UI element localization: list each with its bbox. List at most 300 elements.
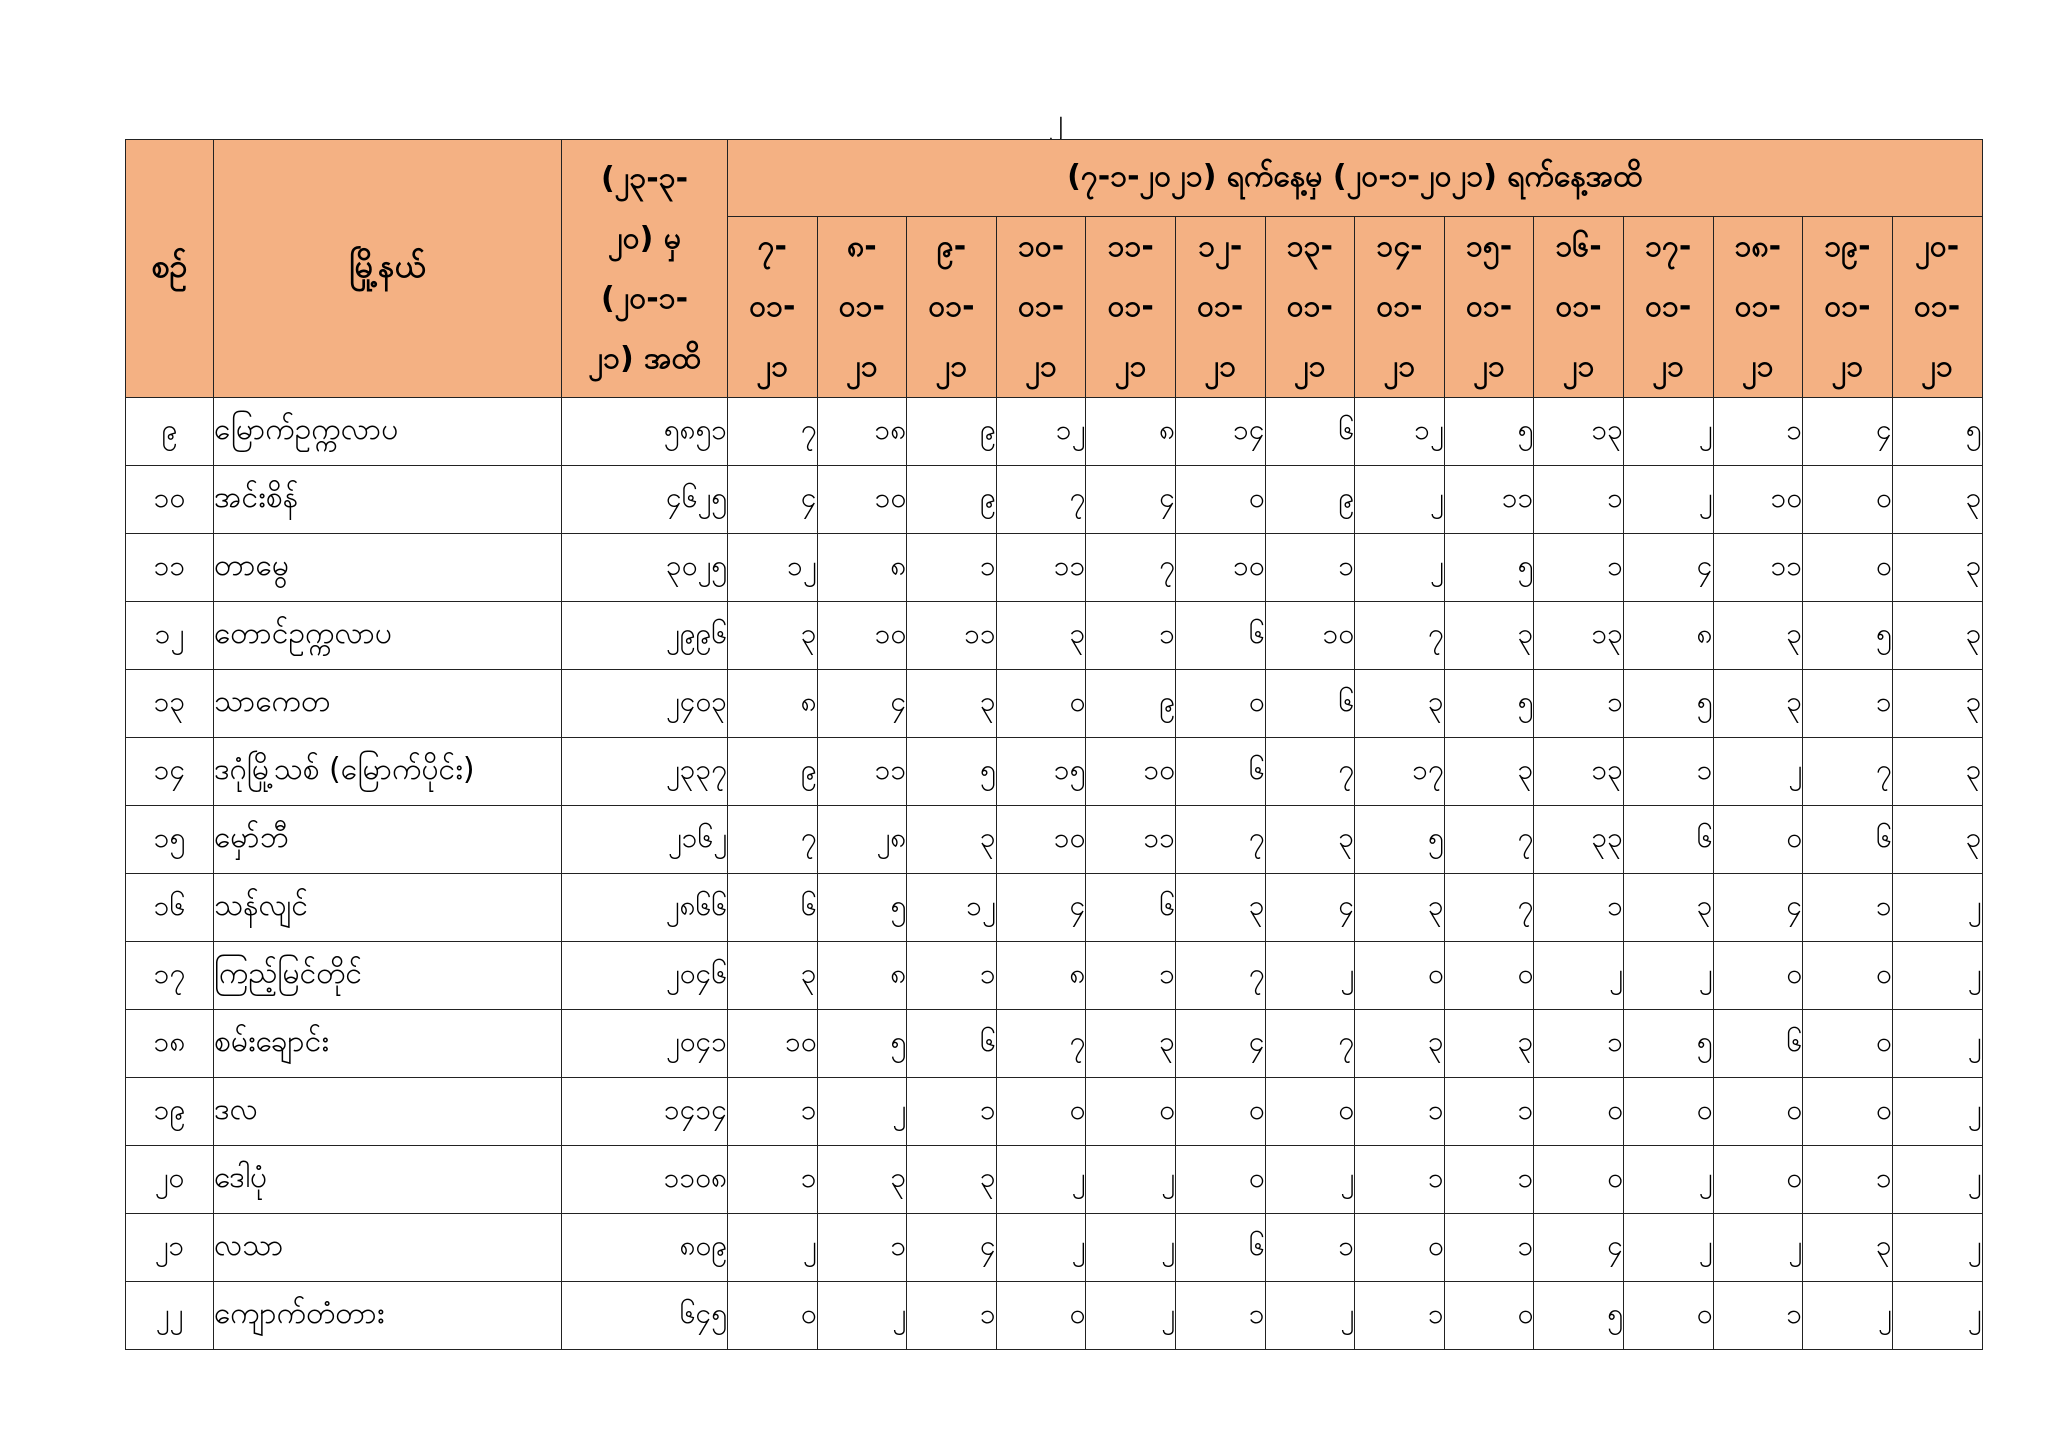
daily-count-cell: ၄ xyxy=(1713,874,1803,942)
table-body xyxy=(126,398,1983,1350)
daily-count-cell: ၀ xyxy=(1713,1078,1803,1146)
daily-count-cell: ၁၇ xyxy=(1355,738,1445,806)
daily-count-cell: ၁၁ xyxy=(996,534,1086,602)
header-date-part: ၀၁- xyxy=(1465,289,1513,324)
daily-count-cell: ၄ xyxy=(1175,1010,1265,1078)
header-date xyxy=(996,217,1086,398)
township-cell: လသာ xyxy=(214,1214,562,1282)
daily-count-cell: ၂ xyxy=(1623,1214,1713,1282)
daily-count-cell: ၇ xyxy=(1086,534,1176,602)
daily-count-cell: ၄ xyxy=(1803,398,1893,466)
daily-count-cell: ၀ xyxy=(1623,1078,1713,1146)
daily-count-cell: ၂ xyxy=(728,1214,818,1282)
daily-count-cell: ၃ xyxy=(1444,1010,1534,1078)
serial-cell: ၂၁ xyxy=(126,1214,214,1282)
daily-count-cell: ၃ xyxy=(996,602,1086,670)
daily-count-cell: ၇ xyxy=(1803,738,1893,806)
daily-count-cell: ၂ xyxy=(1086,1214,1176,1282)
daily-count-cell: ၅ xyxy=(817,874,907,942)
daily-count-cell: ၁၂ xyxy=(907,874,997,942)
daily-count-cell: ၃ xyxy=(1892,534,1982,602)
cumulative-total-cell: ၈၀၉ xyxy=(562,1214,728,1282)
table-row xyxy=(126,1078,1983,1146)
header-date-part: ၀၁- xyxy=(1914,289,1961,324)
header-date-part: ၂၁ xyxy=(1742,349,1774,384)
daily-count-cell: ၀ xyxy=(1534,1078,1624,1146)
daily-count-cell: ၁ xyxy=(907,534,997,602)
daily-count-cell: ၁၅ xyxy=(996,738,1086,806)
daily-count-cell: ၀ xyxy=(1623,1282,1713,1350)
serial-cell: ၁၅ xyxy=(126,806,214,874)
daily-count-cell: ၁ xyxy=(1713,1282,1803,1350)
daily-count-cell: ၅ xyxy=(1803,602,1893,670)
daily-count-cell: ၁ xyxy=(1534,466,1624,534)
header-date xyxy=(1086,217,1176,398)
daily-count-cell: ၂ xyxy=(1623,398,1713,466)
daily-count-cell: ၁ xyxy=(1803,670,1893,738)
daily-count-cell: ၈ xyxy=(817,942,907,1010)
header-total-line: (၂၀-၁- xyxy=(600,280,689,316)
daily-count-cell: ၅ xyxy=(1534,1282,1624,1350)
daily-count-cell: ၃ xyxy=(1892,806,1982,874)
daily-count-cell: ၃ xyxy=(1355,874,1445,942)
header-date-part: ၈- xyxy=(847,229,877,264)
daily-count-cell: ၉ xyxy=(1086,670,1176,738)
daily-count-cell: ၅ xyxy=(1444,670,1534,738)
table-row xyxy=(126,602,1983,670)
daily-count-cell: ၆ xyxy=(1175,1214,1265,1282)
header-date-part: ၁၂- xyxy=(1198,229,1243,264)
daily-count-cell: ၁၀ xyxy=(1175,534,1265,602)
daily-count-cell: ၀ xyxy=(1444,942,1534,1010)
header-date-part: ၂၁ xyxy=(1383,349,1416,384)
daily-count-cell: ၂ xyxy=(1713,1214,1803,1282)
daily-count-cell: ၂ xyxy=(1892,1214,1982,1282)
header-date-part: ၂၁ xyxy=(1562,349,1595,384)
header-date-part: ၂၁ xyxy=(1831,349,1864,384)
daily-count-cell: ၂ xyxy=(1534,942,1624,1010)
header-date-part: ၀၁- xyxy=(838,289,885,324)
daily-count-cell: ၆ xyxy=(907,1010,997,1078)
header-total-line: ၂၀) မှ xyxy=(608,220,681,256)
daily-count-cell: ၁၈ xyxy=(817,398,907,466)
daily-count-cell: ၃ xyxy=(907,806,997,874)
daily-count-cell: ၃ xyxy=(907,1146,997,1214)
header-date-part: ၀၁- xyxy=(928,289,975,324)
header-date xyxy=(1355,217,1445,398)
daily-count-cell: ၄ xyxy=(907,1214,997,1282)
township-cell: ဒေါပုံ xyxy=(214,1146,562,1214)
header-date-part: ၁၅- xyxy=(1465,229,1513,264)
header-date xyxy=(1803,217,1893,398)
daily-count-cell: ၅ xyxy=(1892,398,1982,466)
daily-count-cell: ၈ xyxy=(1086,398,1176,466)
daily-count-cell: ၇ xyxy=(996,466,1086,534)
daily-count-cell: ၉ xyxy=(1265,466,1355,534)
daily-count-cell: ၃ xyxy=(1892,602,1982,670)
daily-count-cell: ၀ xyxy=(1086,1078,1176,1146)
header-date-part: ၂၁ xyxy=(1114,349,1147,384)
daily-count-cell: ၀ xyxy=(728,1282,818,1350)
daily-count-cell: ၁ xyxy=(1444,1146,1534,1214)
daily-count-cell: ၂ xyxy=(1892,942,1982,1010)
header-date-part: ၀၁- xyxy=(1555,289,1602,324)
serial-cell: ၂၀ xyxy=(126,1146,214,1214)
header-date-part: ၂၁ xyxy=(1473,349,1505,384)
daily-count-cell: ၀ xyxy=(1803,534,1893,602)
daily-count-cell: ၁၀ xyxy=(817,466,907,534)
daily-count-cell: ၂ xyxy=(1623,466,1713,534)
daily-count-cell: ၂ xyxy=(1803,1282,1893,1350)
daily-count-cell: ၈ xyxy=(728,670,818,738)
daily-count-cell: ၁ xyxy=(1803,1146,1893,1214)
header-date-part: ၀၁- xyxy=(1107,289,1154,324)
header-date xyxy=(1623,217,1713,398)
daily-count-cell: ၂ xyxy=(1892,1078,1982,1146)
daily-count-cell: ၁ xyxy=(1355,1146,1445,1214)
table-row xyxy=(126,738,1983,806)
cumulative-total-cell: ၂၁၆၂ xyxy=(562,806,728,874)
daily-count-cell: ၁၀ xyxy=(817,602,907,670)
daily-count-cell: ၅ xyxy=(1623,670,1713,738)
daily-count-cell: ၃ xyxy=(1892,670,1982,738)
cumulative-total-cell: ၄၆၂၅ xyxy=(562,466,728,534)
header-date-part: ၂၁ xyxy=(1204,349,1237,384)
daily-count-cell: ၀ xyxy=(1444,1282,1534,1350)
serial-cell: ၉ xyxy=(126,398,214,466)
serial-cell: ၁၇ xyxy=(126,942,214,1010)
cumulative-total-cell: ၁၁၀၈ xyxy=(562,1146,728,1214)
daily-count-cell: ၃ xyxy=(1444,602,1534,670)
header-date-part: ၁၉- xyxy=(1824,229,1871,264)
header-date-part: ၀၁- xyxy=(1734,289,1781,324)
daily-count-cell: ၆ xyxy=(1265,398,1355,466)
cumulative-total-cell: ၂၉၉၆ xyxy=(562,602,728,670)
daily-count-cell: ၁ xyxy=(1265,534,1355,602)
daily-count-cell: ၂ xyxy=(1086,1146,1176,1214)
daily-count-cell: ၀ xyxy=(1803,942,1893,1010)
page-number: ၂ xyxy=(1048,103,1064,138)
header-date-part: ၀၁- xyxy=(1376,289,1423,324)
serial-cell: ၁၀ xyxy=(126,466,214,534)
daily-count-cell: ၂ xyxy=(817,1078,907,1146)
daily-count-cell: ၄ xyxy=(1086,466,1176,534)
daily-count-cell: ၂ xyxy=(1086,1282,1176,1350)
daily-count-cell: ၃ xyxy=(1444,738,1534,806)
daily-count-cell: ၇ xyxy=(728,398,818,466)
header-date xyxy=(1444,217,1534,398)
daily-count-cell: ၀ xyxy=(1355,1214,1445,1282)
header-date xyxy=(728,217,818,398)
daily-count-cell: ၅ xyxy=(817,1010,907,1078)
daily-count-cell: ၃ xyxy=(817,1146,907,1214)
header-date-part: ၀၁- xyxy=(749,289,796,324)
daily-count-cell: ၁ xyxy=(1444,1214,1534,1282)
daily-count-cell: ၁ xyxy=(1355,1282,1445,1350)
daily-count-cell: ၀ xyxy=(1803,1010,1893,1078)
daily-count-cell: ၀ xyxy=(1713,806,1803,874)
township-cell: ကျောက်တံတား xyxy=(214,1282,562,1350)
daily-count-cell: ၀ xyxy=(1803,1078,1893,1146)
daily-count-cell: ၇ xyxy=(728,806,818,874)
daily-count-cell: ၁ xyxy=(1086,602,1176,670)
header-date-part: ၁၇- xyxy=(1645,229,1692,264)
daily-count-cell: ၁၃ xyxy=(1534,738,1624,806)
daily-count-cell: ၆ xyxy=(1086,874,1176,942)
table-row xyxy=(126,874,1983,942)
cumulative-total-cell: ၅၈၅၁ xyxy=(562,398,728,466)
township-cases-table xyxy=(125,139,1983,1350)
daily-count-cell: ၂ xyxy=(817,1282,907,1350)
daily-count-cell: ၇ xyxy=(1175,806,1265,874)
daily-count-cell: ၂ xyxy=(1892,1010,1982,1078)
daily-count-cell: ၄ xyxy=(728,466,818,534)
header-date-part: ၉- xyxy=(936,229,967,264)
daily-count-cell: ၄ xyxy=(817,670,907,738)
daily-count-cell: ၃ xyxy=(1265,806,1355,874)
daily-count-cell: ၁၂ xyxy=(1355,398,1445,466)
daily-count-cell: ၀ xyxy=(1713,942,1803,1010)
header-serial: စဉ် xyxy=(126,140,214,398)
header-date-part: ၂၁ xyxy=(935,349,968,384)
daily-count-cell: ၂ xyxy=(1623,942,1713,1010)
serial-cell: ၁၆ xyxy=(126,874,214,942)
daily-count-cell: ၂ xyxy=(1265,942,1355,1010)
daily-count-cell: ၈ xyxy=(1623,602,1713,670)
daily-count-cell: ၃ xyxy=(728,602,818,670)
daily-count-cell: ၂ xyxy=(1355,534,1445,602)
daily-count-cell: ၅ xyxy=(1355,806,1445,874)
daily-count-cell: ၆ xyxy=(1713,1010,1803,1078)
daily-count-cell: ၃ xyxy=(1803,1214,1893,1282)
daily-count-cell: ၆ xyxy=(1803,806,1893,874)
header-date-part: ၂၁ xyxy=(1294,349,1326,384)
daily-count-cell: ၀ xyxy=(996,1078,1086,1146)
header-date-part: ၂၁ xyxy=(1921,349,1953,384)
table-row xyxy=(126,670,1983,738)
daily-count-cell: ၂ xyxy=(996,1214,1086,1282)
daily-count-cell: ၂ xyxy=(1265,1282,1355,1350)
daily-count-cell: ၄ xyxy=(1623,534,1713,602)
daily-count-cell: ၁၀ xyxy=(1265,602,1355,670)
daily-count-cell: ၇ xyxy=(1444,806,1534,874)
header-date-part: ၀၁- xyxy=(1017,289,1065,324)
daily-count-cell: ၄ xyxy=(1265,874,1355,942)
header-date-part: ၁၃- xyxy=(1286,229,1333,264)
daily-count-cell: ၇ xyxy=(1265,1010,1355,1078)
cumulative-total-cell: ၃၀၂၅ xyxy=(562,534,728,602)
daily-count-cell: ၁၁ xyxy=(817,738,907,806)
cumulative-total-cell: ၂၀၄၆ xyxy=(562,942,728,1010)
daily-count-cell: ၁၂ xyxy=(996,398,1086,466)
header-date-part: ၂၁ xyxy=(1025,349,1057,384)
daily-count-cell: ၇ xyxy=(1355,602,1445,670)
header-cumulative-total xyxy=(562,140,728,398)
header-date-part: ၂၁ xyxy=(846,349,878,384)
daily-count-cell: ၂ xyxy=(1623,1146,1713,1214)
daily-count-cell: ၁ xyxy=(1534,1010,1624,1078)
daily-count-cell: ၃ xyxy=(1623,874,1713,942)
township-cell: သန်လျင် xyxy=(214,874,562,942)
header-date-part: ၂၁ xyxy=(1652,349,1685,384)
daily-count-cell: ၁၃ xyxy=(1534,602,1624,670)
header-date xyxy=(1265,217,1355,398)
daily-count-cell: ၁၁ xyxy=(1444,466,1534,534)
table-row xyxy=(126,466,1983,534)
daily-count-cell: ၅ xyxy=(1623,1010,1713,1078)
table-row xyxy=(126,398,1983,466)
daily-count-cell: ၁၁ xyxy=(1713,534,1803,602)
daily-count-cell: ၆ xyxy=(1175,738,1265,806)
daily-count-cell: ၇ xyxy=(1444,874,1534,942)
daily-count-cell: ၀ xyxy=(996,670,1086,738)
daily-count-cell: ၁ xyxy=(728,1146,818,1214)
serial-cell: ၁၃ xyxy=(126,670,214,738)
daily-count-cell: ၈ xyxy=(817,534,907,602)
daily-count-cell: ၁၂ xyxy=(728,534,818,602)
daily-count-cell: ၂ xyxy=(1892,874,1982,942)
daily-count-cell: ၁ xyxy=(1713,398,1803,466)
daily-count-cell: ၁ xyxy=(1803,874,1893,942)
daily-count-cell: ၁ xyxy=(907,1282,997,1350)
daily-count-cell: ၃ xyxy=(1086,1010,1176,1078)
daily-count-cell: ၁ xyxy=(1534,670,1624,738)
township-cell: မြောက်ဥက္ကလာပ xyxy=(214,398,562,466)
header-date-part: ၂၁ xyxy=(756,349,789,384)
daily-count-cell: ၀ xyxy=(1534,1146,1624,1214)
table-row xyxy=(126,1010,1983,1078)
serial-cell: ၁၂ xyxy=(126,602,214,670)
cumulative-total-cell: ၂၀၄၁ xyxy=(562,1010,728,1078)
daily-count-cell: ၃ xyxy=(1713,602,1803,670)
daily-count-cell: ၁ xyxy=(1355,1078,1445,1146)
daily-count-cell: ၈ xyxy=(996,942,1086,1010)
daily-count-cell: ၃၃ xyxy=(1534,806,1624,874)
header-township: မြို့နယ် xyxy=(214,140,562,398)
daily-count-cell: ၁ xyxy=(1623,738,1713,806)
daily-count-cell: ၁ xyxy=(1175,1282,1265,1350)
header-date-part: ၁၄- xyxy=(1376,229,1423,264)
daily-count-cell: ၂ xyxy=(1892,1146,1982,1214)
daily-count-cell: ၁ xyxy=(1444,1078,1534,1146)
daily-count-cell: ၃ xyxy=(1713,670,1803,738)
township-cell: ကြည့်မြင်တိုင် xyxy=(214,942,562,1010)
serial-cell: ၁၁ xyxy=(126,534,214,602)
daily-count-cell: ၁၀ xyxy=(1086,738,1176,806)
daily-count-cell: ၀ xyxy=(1713,1146,1803,1214)
header-date xyxy=(907,217,997,398)
township-cell: တာမွေ xyxy=(214,534,562,602)
daily-count-cell: ၂ xyxy=(1713,738,1803,806)
header-date-part: ၇- xyxy=(757,229,787,264)
daily-count-cell: ၁ xyxy=(1086,942,1176,1010)
daily-count-cell: ၀ xyxy=(1175,1078,1265,1146)
daily-count-cell: ၄ xyxy=(996,874,1086,942)
daily-count-cell: ၁၀ xyxy=(996,806,1086,874)
daily-count-cell: ၃ xyxy=(1355,1010,1445,1078)
daily-count-cell: ၉ xyxy=(907,466,997,534)
township-cell: စမ်းချောင်း xyxy=(214,1010,562,1078)
cumulative-total-cell: ၂၄၀၃ xyxy=(562,670,728,738)
header-date-part: ၁၁- xyxy=(1107,229,1154,264)
header-date-part: ၀၁- xyxy=(1645,289,1692,324)
table-row xyxy=(126,1282,1983,1350)
serial-cell: ၁၈ xyxy=(126,1010,214,1078)
daily-count-cell: ၁၁ xyxy=(907,602,997,670)
table-row xyxy=(126,806,1983,874)
daily-count-cell: ၁၀ xyxy=(1713,466,1803,534)
daily-count-cell: ၅ xyxy=(907,738,997,806)
daily-count-cell: ၃ xyxy=(728,942,818,1010)
header-date xyxy=(1534,217,1624,398)
daily-count-cell: ၁၄ xyxy=(1175,398,1265,466)
daily-count-cell: ၁၃ xyxy=(1534,398,1624,466)
header-date-part: ၀၁- xyxy=(1197,289,1244,324)
table-row xyxy=(126,534,1983,602)
daily-count-cell: ၁ xyxy=(907,942,997,1010)
daily-count-cell: ၂၈ xyxy=(817,806,907,874)
daily-count-cell: ၀ xyxy=(1355,942,1445,1010)
daily-count-cell: ၁ xyxy=(728,1078,818,1146)
daily-count-cell: ၃ xyxy=(907,670,997,738)
daily-count-cell: ၆ xyxy=(1175,602,1265,670)
daily-count-cell: ၂ xyxy=(1265,1146,1355,1214)
township-cell: တောင်ဥက္ကလာပ xyxy=(214,602,562,670)
daily-count-cell: ၂ xyxy=(1355,466,1445,534)
daily-count-cell: ၁ xyxy=(817,1214,907,1282)
header-date xyxy=(1175,217,1265,398)
daily-count-cell: ၆ xyxy=(1265,670,1355,738)
header-total-line: (၂၃-၃- xyxy=(600,160,689,196)
daily-count-cell: ၄ xyxy=(1534,1214,1624,1282)
daily-count-cell: ၀ xyxy=(996,1282,1086,1350)
daily-count-cell: ၉ xyxy=(728,738,818,806)
header-date-part: ၁၀- xyxy=(1017,229,1065,264)
township-cell: သာကေတ xyxy=(214,670,562,738)
table-row xyxy=(126,942,1983,1010)
daily-count-cell: ၁၁ xyxy=(1086,806,1176,874)
daily-count-cell: ၂ xyxy=(1892,1282,1982,1350)
header-date-part: ၀၁- xyxy=(1286,289,1333,324)
daily-count-cell: ၆ xyxy=(1623,806,1713,874)
daily-count-cell: ၀ xyxy=(1175,670,1265,738)
serial-cell: ၁၄ xyxy=(126,738,214,806)
header-date-part: ၀၁- xyxy=(1824,289,1871,324)
header-date xyxy=(817,217,907,398)
cumulative-total-cell: ၁၄၁၄ xyxy=(562,1078,728,1146)
daily-count-cell: ၁ xyxy=(1534,534,1624,602)
daily-count-cell: ၆ xyxy=(728,874,818,942)
township-cell: မှော်ဘီ xyxy=(214,806,562,874)
cumulative-total-cell: ၂၈၆၆ xyxy=(562,874,728,942)
daily-count-cell: ၃ xyxy=(1355,670,1445,738)
daily-count-cell: ၅ xyxy=(1444,398,1534,466)
serial-cell: ၁၉ xyxy=(126,1078,214,1146)
daily-count-cell: ၀ xyxy=(1175,466,1265,534)
daily-count-cell: ၁၀ xyxy=(728,1010,818,1078)
daily-count-cell: ၇ xyxy=(996,1010,1086,1078)
header-date-part: ၁၈- xyxy=(1734,229,1782,264)
daily-count-cell: ၃ xyxy=(1892,738,1982,806)
daily-count-cell: ၇ xyxy=(1175,942,1265,1010)
township-cell: ဒဂုံမြို့သစ် (မြောက်ပိုင်း) xyxy=(214,738,562,806)
header-date-part: ၁၆- xyxy=(1555,229,1602,264)
table-row xyxy=(126,1146,1983,1214)
header-date-part: ၂၀- xyxy=(1915,229,1960,264)
daily-count-cell: ၀ xyxy=(1265,1078,1355,1146)
header-total-line: ၂၁) အထိ xyxy=(588,340,701,376)
header-date-range: (၇-၁-၂၀၂၁) ရက်နေ့မှ (၂၀-၁-၂၀၂၁) ရက်နေ့အထိ xyxy=(728,140,1983,217)
